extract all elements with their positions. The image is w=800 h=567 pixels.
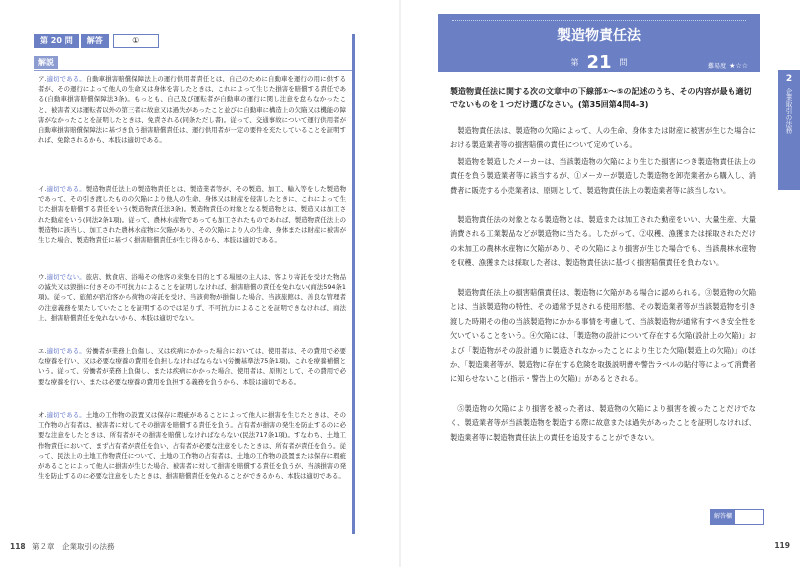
difficulty-stars: ★☆☆ xyxy=(729,62,748,70)
question-suffix: 問 xyxy=(619,58,628,67)
explanation-o xyxy=(38,410,346,481)
item-verdict: 適切である。 xyxy=(46,185,86,193)
item-lead: ア. xyxy=(38,75,47,83)
question-number: 第 20 問 xyxy=(34,34,79,48)
item-text: 製造物責任法上の製造物責任とは、製造業者等が、その製造、加工、輸入等をした製造物であって、その引き渡したものの欠陥により他人の生命、身体又は財産を侵害したときに、これによって生じた損害を賠償する責任をいう(製造物責任法3条)。製造物責任の対象となる製造物とは、製造又は加工された動産をいう(同法2条1項)。従って、農林水産物であっても加工されたものであれば、製造物責任法上の製造物に該当し、加工された農林水産物に欠陥があり、その欠陥により人の生命、身体または財産に被害が生じた場合、製造物責任に基づく損害賠償責任が生じ得るから、本肢は適切である。 xyxy=(38,185,346,245)
difficulty-label: 難易度 xyxy=(708,63,727,70)
body-text: ⑤製造物の欠陥により損害を被った者は、製造物の欠陥により損害を被ったことだけでなく、製造業者等が当該製造物を製造する際に故意または過失があったことを証明しなければ、製造業者等に製造物責任法上の責任を追及することができない。 xyxy=(450,404,756,442)
page-number-left: 118 xyxy=(10,542,26,551)
kaisetsu-rule xyxy=(34,70,354,71)
question-prefix: 第 xyxy=(570,58,579,67)
chapter-tab xyxy=(778,70,800,190)
item-text: 土地の工作物の設置又は保存に瑕疵があることによって他人に損害を生じたときは、その工作物の占有者は、被害者に対してその損害を賠償する責任を負う。占有者が損害の発生を防止するのに必要な注意をしたときは、所有者がその損害を賠償しなければならない(民法717条1項)。すなわち、土地工作物責任において、まず占有者が責任を負い、占有者が必要な注意をしたときは、所有者が責任を負う。従って、民法上の土地工作物責任について、土地の工作物の占有者は、土地の工作物の設置または保存に瑕疵があることによって他人に損害が生じた場合、被害者に対して損害を賠償する責任を負うが、当該損害の発生を防止するのに必要な注意をしたときは、損害賠償責任を免れることができるから、本肢は適切である。 xyxy=(38,411,346,481)
item-lead: ウ. xyxy=(38,273,47,281)
chapter-name: 企業取引の法務 xyxy=(784,88,793,134)
body-text: 製造物責任法上の損害賠償責任は、製造物に欠陥がある場合に認められる。③製造物の欠陥とは、当該製造物の特性、その通常予見される使用形態、その製造業者等が当該製造物を引き渡した時期その他の当該製造物にかかる事情を考慮して、当該製造物が通常有すべき安全性を欠いていることをいう。④欠陥には、「製造物の設計について存在する欠陥(設計上の欠陥)」および「製造物がその設計通りに製造されなかったことにより生じた欠陥(製造上の欠陥)」のほか、「製造業者等が、製造物に存在する危険を取扱説明書や警告ラベルの貼付等によって消費者に知らせないこと(指示・警告上の欠陥)」があるとされる。 xyxy=(450,288,756,384)
body-text: 製造物責任法の対象となる製造物とは、製造または加工された動産をいい、大量生産、大量消費される工業製品などが製造物に当たる。したがって、②収穫、漁獲または採取されただけの未加工の農林水産物に欠陥があり、その欠陥により損害が生じた場合でも、当該農林水産物を収穫、漁獲または採取した者は、製造物責任法に基づく損害賠償責任を負わない。 xyxy=(450,215,756,268)
item-lead: エ. xyxy=(38,347,47,355)
question-title-box xyxy=(438,14,760,72)
item-lead: オ. xyxy=(38,411,47,419)
title-decoration xyxy=(452,20,746,21)
answer-box-label: 解答欄 xyxy=(711,510,735,524)
item-lead: イ. xyxy=(38,185,47,193)
difficulty xyxy=(708,61,748,70)
item-verdict: 適切である。 xyxy=(46,75,86,83)
item-verdict: 適切でない。 xyxy=(46,273,86,281)
body-text: 製造物責任法は、製造物の欠陥によって、人の生命、身体または財産に被害が生じた場合における製造業者等の損害賠償の責任について定めている。 xyxy=(450,126,756,150)
explanation-u xyxy=(38,272,346,323)
chapter-footer: 第２章 企業取引の法務 xyxy=(32,542,115,551)
explanation-i xyxy=(38,184,346,245)
answer-box xyxy=(710,509,764,525)
right-page xyxy=(400,0,800,567)
item-verdict: 適切である。 xyxy=(46,347,86,355)
body-text: 製造物を製造したメーカーは、当該製造物の欠陥により生じた損害につき製造物責任法上の責任を負う製造業者等に該当するが、①メーカーが製造した製造物を卸売業者から購入し、消費者に販売する小売業者は、原則として、製造物責任法上の製造業者等に該当しない。 xyxy=(450,157,756,195)
section-title: 製造物責任法 xyxy=(557,28,641,44)
page-number-right: 119 xyxy=(774,541,790,550)
explanation-side-bar xyxy=(352,34,355,534)
chapter-number: 2 xyxy=(785,74,793,84)
item-text: 労働者が業務上負傷し、又は疾病にかかった場合においては、使用者は、その費用で必要な療養を行い、又は必要な療養の費用を負担しなければならない(労働基準法75条1項)。これを療養補償という。従って、労働者が業務上負傷し、または疾病にかかった場合、使用者は、原則として、その費用で必要な療養を行い、または必要な療養の費用を負担する義務を負うから、本肢は適切である。 xyxy=(38,347,346,386)
footer-left xyxy=(10,541,115,552)
question-answer-bar xyxy=(34,34,159,48)
body-paragraph-2 xyxy=(450,155,756,198)
body-paragraph-5 xyxy=(450,402,756,445)
question-number: 21 xyxy=(586,52,612,73)
answer-label: 解答 xyxy=(81,34,109,48)
body-paragraph-4 xyxy=(450,286,756,387)
body-paragraph-1 xyxy=(450,124,756,153)
explanation-e xyxy=(38,346,346,387)
answer-value: ① xyxy=(113,34,159,48)
item-text: 旅店、飲食店、浴場その他客の来集を目的とする場屋の主人は、客より寄託を受けた物品の滅失又は毀損に付きその不可抗力によることを証明しなければ、損害賠償の責任を免れない(商法594条1項)。従って、旅館が宿泊客から荷物の寄託を受け、当該荷物が損傷した場合、当該旅館は、善良な管理者の注意義務を果たしていたことを証明するのでは足りず、不可抗力によることを証明できなければ、商法上、損害賠償責任を免れないから、本肢は適切でない。 xyxy=(38,273,346,322)
kaisetsu-heading: 解説 xyxy=(34,56,58,69)
answer-box-field[interactable] xyxy=(735,510,763,524)
item-text: 自動車損害賠償保障法上の運行供用者責任とは、自己のために自動車を運行の用に供する者が、その運行によって他人の生命又は身体を害したときは、これによって生じた損害を賠償する責任である(自動車損害賠償保障法3条)。もっとも、自己及び運転者が自動車の運行に関し注意を怠らなかったこと、被害者又は運転者以外の第三者に故意又は過失があったこと並びに自動車に構造上の欠陥又は機能の障害がなかったことを証明したときは、免責される(同条ただし書)。従って、交通事故について運行供用者が自動車損害賠償保障法に基づき負う損害賠償責任は、運行供用者が一定の要件を充たしていることを証明すれば、免除されるから、本肢は適切である。 xyxy=(38,75,346,145)
item-verdict: 適切である。 xyxy=(46,411,86,419)
question-text: 製造物責任法に関する次の文章中の下線部①～⑤の記述のうち、その内容が最も適切でないものを１つだけ選びなさい。(第35回第4問4-3) xyxy=(450,87,752,109)
explanation-a xyxy=(38,74,346,145)
body-paragraph-3 xyxy=(450,213,756,271)
